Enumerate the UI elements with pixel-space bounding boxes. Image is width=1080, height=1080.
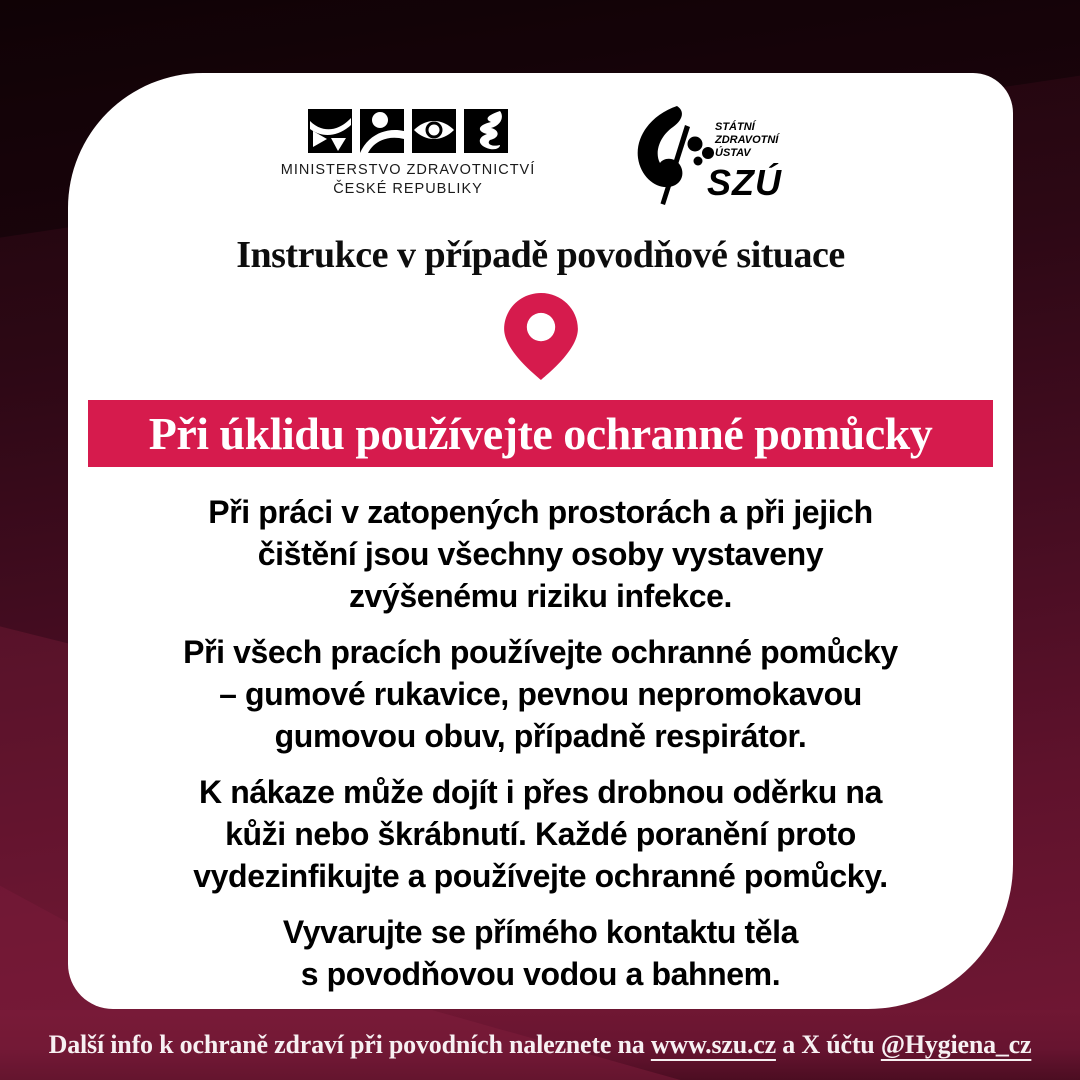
paragraph [183, 631, 898, 757]
szu-website-link[interactable]: www.szu.cz [650, 1030, 776, 1059]
page-title: Instrukce v případě povodňové situace [236, 234, 845, 276]
szu-logo [615, 105, 800, 212]
paragraph-line: Vyvarujte se přímého kontaktu těla [282, 914, 799, 950]
paragraph [193, 771, 887, 897]
paragraph-line: vydezinfikujte a používejte ochranné pomůcky. [193, 858, 888, 894]
ministry-logo-icon [308, 109, 508, 153]
paragraph-line: – gumové rukavice, pevnou nepromokavou [219, 676, 862, 712]
footer-band [0, 1010, 1080, 1080]
info-card [68, 73, 1013, 1009]
location-pin-icon [502, 293, 580, 380]
footer-middle: a X účtu [775, 1030, 881, 1059]
hygiena-x-account-link[interactable]: @Hygiena_cz [880, 1030, 1032, 1059]
paragraph [208, 491, 872, 617]
paragraph-line: Při práci v zatopených prostorách a při jejich [208, 494, 873, 530]
logos-row [281, 105, 801, 207]
szu-text-line3: ÚSTAV [715, 147, 751, 159]
footer-text [49, 1030, 1032, 1060]
szu-text-line2: ZDRAVOTNÍ [715, 134, 779, 146]
paragraph-line: s povodňovou vodou a bahnem. [300, 956, 781, 992]
ministry-of-health-logo [281, 109, 536, 197]
paragraph-line: Při všech pracích používejte ochranné pomůcky [183, 634, 898, 670]
paragraph-line: gumovou obuv, případně respirátor. [274, 718, 807, 754]
szu-text-line1: STÁTNÍ [715, 121, 755, 133]
footer-prefix: Další info k ochraně zdraví při povodních naleznete na [48, 1030, 651, 1059]
paragraph [283, 911, 798, 995]
paragraph-line: kůži nebo škrábnutí. Každé poranění proto [225, 816, 856, 852]
ministry-logo-text-line2: ČESKÉ REPUBLIKY [333, 181, 483, 197]
paragraph-line: čištění jsou všechny osoby vystaveny [257, 536, 824, 572]
szu-acronym: SZÚ [707, 162, 783, 203]
ministry-logo-text-line1: MINISTERSTVO ZDRAVOTNICTVÍ [280, 162, 536, 178]
body-text [183, 491, 898, 1009]
paragraph-line: zvýšenému riziku infekce. [348, 578, 733, 614]
paragraph-line: K nákaze může dojít i přes drobnou oděrku na [199, 774, 882, 810]
szu-logo-icon [615, 105, 800, 207]
headline-banner: Při úklidu používejte ochranné pomůcky [88, 400, 993, 467]
